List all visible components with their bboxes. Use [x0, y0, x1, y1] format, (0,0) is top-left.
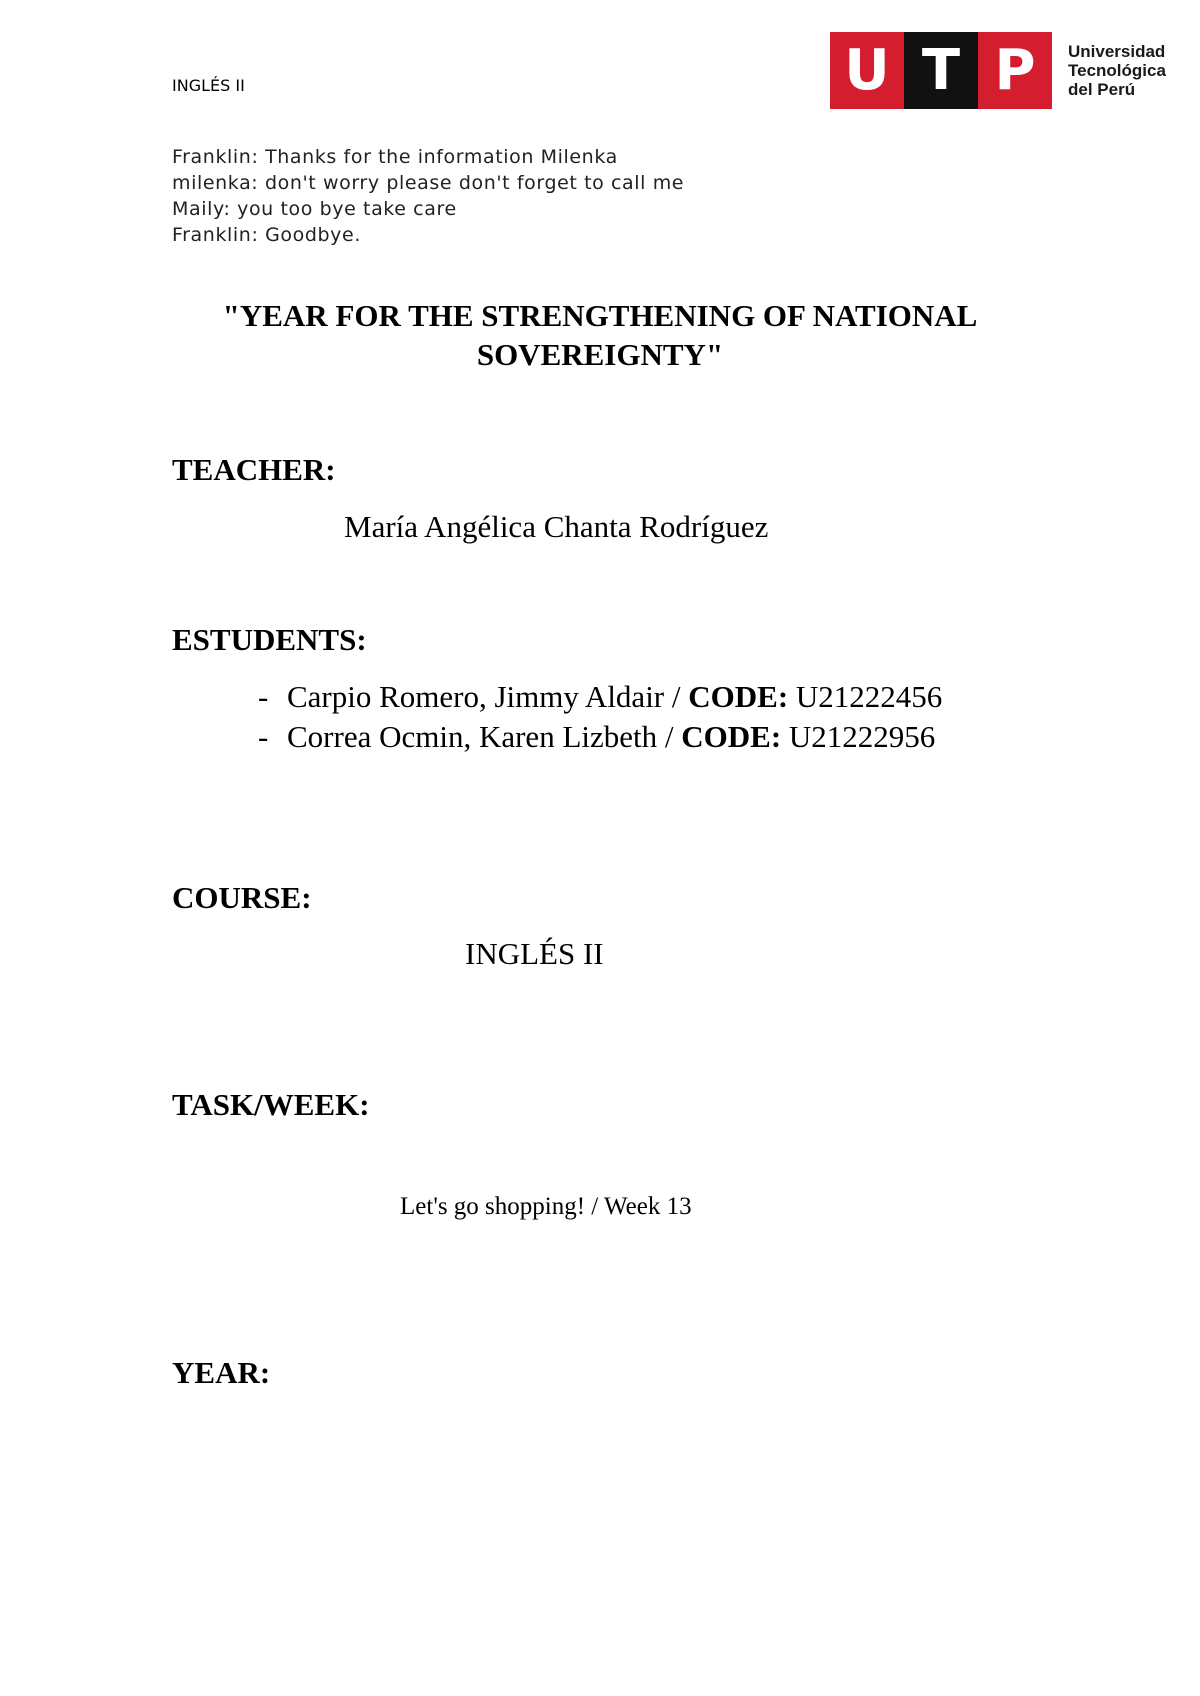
logo-letter-p: P [978, 32, 1052, 109]
year-label: YEAR: [172, 1355, 271, 1390]
dialogue-block [172, 144, 684, 248]
logo-letter-t: T [904, 32, 978, 109]
task-week-value: Let's go shopping! / Week 13 [400, 1193, 692, 1220]
header-course-name: INGLÉS II [172, 76, 245, 95]
student-name: Carpio Romero, Jimmy Aldair / [287, 679, 689, 714]
logo-line-1: Universidad [1068, 42, 1166, 61]
logo-letter-u: U [830, 32, 904, 109]
student-item [258, 717, 942, 757]
task-week-label: TASK/WEEK: [172, 1087, 370, 1122]
dialogue-line: Maily: you too bye take care [172, 198, 457, 220]
course-name: INGLÉS II [465, 936, 604, 971]
student-code-label: CODE: [681, 719, 782, 754]
utp-logo [830, 32, 1166, 109]
dialogue-line: Franklin: Thanks for the information Milenka [172, 146, 618, 168]
utp-logo-wordmark [1068, 42, 1166, 99]
motto-line-2: SOVEREIGNTY" [476, 337, 724, 372]
national-motto [172, 296, 1028, 374]
student-item [258, 677, 942, 717]
students-list [258, 677, 942, 757]
students-label: ESTUDENTS: [172, 622, 367, 657]
course-label: COURSE: [172, 880, 312, 915]
dialogue-line: milenka: don't worry please don't forget to call me [172, 172, 685, 194]
utp-logo-mark [830, 32, 1052, 109]
list-dash: - [258, 679, 269, 714]
teacher-label: TEACHER: [172, 452, 336, 487]
dialogue-line: Franklin: Goodbye. [172, 224, 361, 246]
logo-line-2: Tecnológica [1068, 61, 1166, 80]
student-name: Correa Ocmin, Karen Lizbeth / [287, 719, 682, 754]
student-code: U21222456 [795, 679, 943, 714]
motto-line-1: "YEAR FOR THE STRENGTHENING OF NATIONAL [222, 298, 978, 333]
logo-line-3: del Perú [1068, 80, 1136, 99]
student-code: U21222956 [788, 719, 936, 754]
list-dash: - [258, 719, 269, 754]
teacher-name: María Angélica Chanta Rodríguez [344, 509, 769, 544]
student-code-label: CODE: [688, 679, 789, 714]
